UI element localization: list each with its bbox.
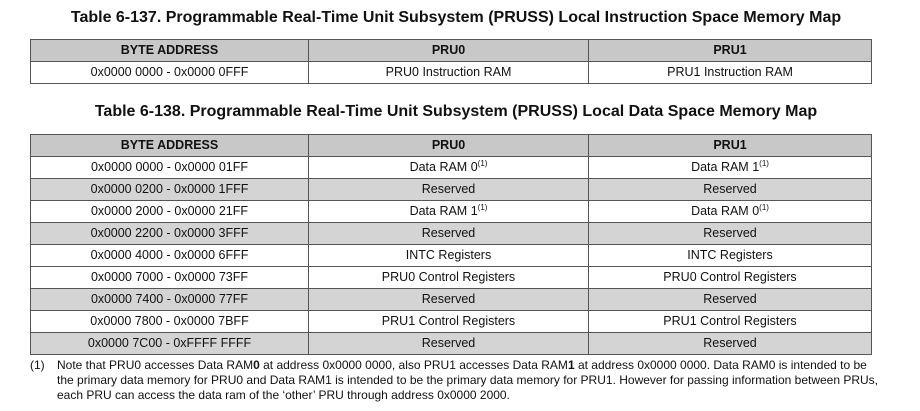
- cell-pru1: [589, 267, 872, 289]
- cell-pru1: PRU1 Instruction RAM: [589, 62, 872, 84]
- table-row: [31, 311, 872, 333]
- cell-pru1-label: INTC Registers: [687, 248, 773, 262]
- cell-pru0-label: PRU0 Control Registers: [381, 270, 516, 284]
- cell-pru1-label: Reserved: [703, 292, 757, 306]
- cell-pru0: PRU0 Instruction RAM: [309, 62, 589, 84]
- cell-pru0: [309, 289, 589, 311]
- footnote-mark: (1): [30, 358, 45, 372]
- cell-pru0: [309, 157, 589, 179]
- cell-pru1: [589, 179, 872, 201]
- table-row: [31, 245, 872, 267]
- cell-pru1-label: Data RAM 0: [691, 204, 760, 218]
- footnote: [30, 358, 880, 403]
- cell-pru1-label: PRU0 Control Registers: [663, 270, 797, 284]
- header-pru1: PRU1: [589, 135, 872, 157]
- cell-address: 0x0000 0200 - 0x0000 1FFF: [31, 179, 309, 201]
- footnote-reference: (1): [477, 203, 488, 212]
- table-row: [31, 333, 872, 355]
- cell-address: 0x0000 7C00 - 0xFFFF FFFF: [31, 333, 309, 355]
- cell-pru1: [589, 157, 872, 179]
- footnote-text-part: Note that PRU0 accesses Data RAM: [57, 358, 254, 372]
- cell-pru0: [309, 223, 589, 245]
- table-row: [31, 267, 872, 289]
- cell-pru0-label: INTC Registers: [405, 248, 492, 262]
- table-row: [31, 62, 872, 84]
- table-6-138-title: Table 6-138. Programmable Real-Time Unit Subsystem (PRUSS) Local Data Space Memory Map: [94, 103, 818, 120]
- cell-pru0: [309, 311, 589, 333]
- cell-pru1-label: Reserved: [703, 182, 757, 196]
- cell-pru1: [589, 245, 872, 267]
- cell-address: 0x0000 7800 - 0x0000 7BFF: [31, 311, 309, 333]
- cell-address: 0x0000 7000 - 0x0000 73FF: [31, 267, 309, 289]
- cell-pru0: [309, 245, 589, 267]
- table-row: [31, 157, 872, 179]
- footnote-reference: (1): [477, 159, 488, 168]
- cell-address: 0x0000 0000 - 0x0000 0FFF: [31, 62, 309, 84]
- header-pru0: PRU0: [309, 40, 589, 62]
- table-row: [31, 223, 872, 245]
- cell-pru0-label: Data RAM 1: [409, 204, 478, 218]
- cell-pru0: [309, 201, 589, 223]
- cell-address: 0x0000 4000 - 0x0000 6FFF: [31, 245, 309, 267]
- cell-address: 0x0000 7400 - 0x0000 77FF: [31, 289, 309, 311]
- cell-pru0-label: Data RAM 0: [409, 160, 478, 174]
- table-row: [31, 179, 872, 201]
- footnote-reference: (1): [759, 159, 769, 168]
- table-header-row: [31, 40, 872, 62]
- cell-pru0-label: Reserved: [421, 182, 476, 196]
- cell-pru1: [589, 223, 872, 245]
- cell-pru0: [309, 179, 589, 201]
- cell-pru1: [589, 311, 872, 333]
- footnote-text-part: at address 0x0000 0000, also PRU1 accesses Data RAM: [259, 358, 568, 372]
- cell-pru0-label: Reserved: [421, 336, 476, 350]
- cell-pru1: [589, 201, 872, 223]
- data-space-memory-map-table: [30, 134, 872, 355]
- cell-pru1-label: PRU1 Control Registers: [663, 314, 797, 328]
- cell-pru0: [309, 267, 589, 289]
- footnote-text: [57, 358, 880, 403]
- cell-pru0-label: Reserved: [421, 292, 476, 306]
- table-row: [31, 201, 872, 223]
- table-row: [31, 289, 872, 311]
- footnote-emphasis: 1: [567, 358, 575, 372]
- cell-pru0: [309, 333, 589, 355]
- cell-pru0-label: Reserved: [421, 226, 476, 240]
- cell-address: 0x0000 2200 - 0x0000 3FFF: [31, 223, 309, 245]
- cell-address: 0x0000 0000 - 0x0000 01FF: [31, 157, 309, 179]
- cell-pru1-label: Data RAM 1: [691, 160, 760, 174]
- header-pru1: PRU1: [589, 40, 872, 62]
- cell-pru1: [589, 333, 872, 355]
- cell-pru1-label: Reserved: [703, 336, 757, 350]
- footnote-emphasis: 0: [253, 358, 260, 372]
- table-6-137-title: Table 6-137. Programmable Real-Time Unit Subsystem (PRUSS) Local Instruction Space Memory Map: [70, 9, 842, 26]
- table-header-row: [31, 135, 872, 157]
- cell-pru1: [589, 289, 872, 311]
- header-byte-address: BYTE ADDRESS: [31, 40, 309, 62]
- instruction-space-memory-map-table: [30, 39, 872, 84]
- footnote-reference: (1): [759, 203, 769, 212]
- footnote-text-part: at address 0x0000 0000. Data RAM0 is intended to be the primary data memory for PRU0 and Data RAM1 is intended to be the primary data memory for PRU1. However for passing information between PRUs, each PRU can access the data ram of the ‘other’ PRU through address 0x0000 2000.: [57, 358, 879, 402]
- cell-pru0-label: PRU1 Control Registers: [381, 314, 516, 328]
- header-pru0: PRU0: [309, 135, 589, 157]
- cell-address: 0x0000 2000 - 0x0000 21FF: [31, 201, 309, 223]
- cell-pru1-label: Reserved: [703, 226, 757, 240]
- header-byte-address: BYTE ADDRESS: [31, 135, 309, 157]
